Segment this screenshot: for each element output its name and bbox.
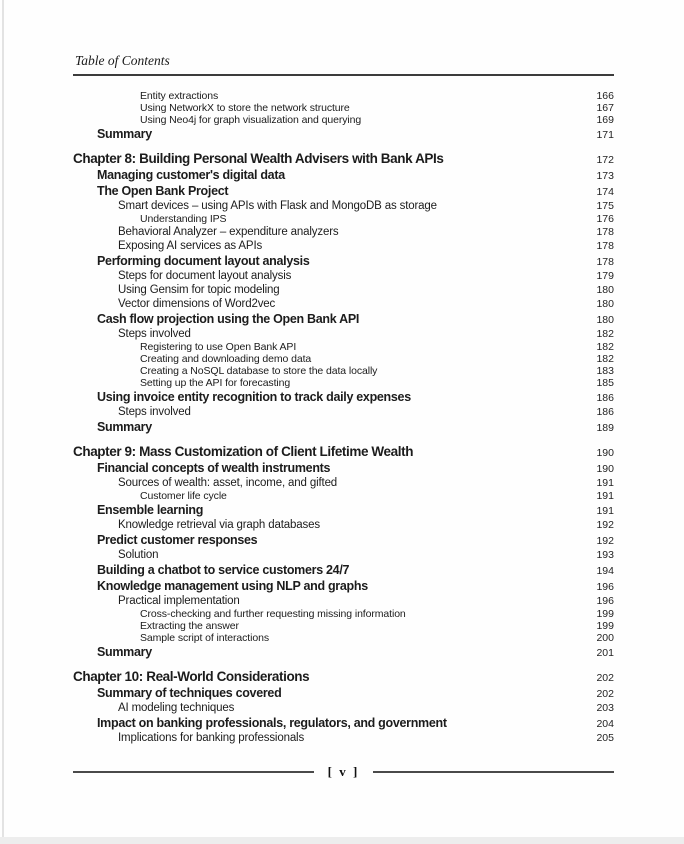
toc-entry-title: Performing document layout analysis xyxy=(97,254,310,268)
toc-entry xyxy=(73,419,614,435)
toc-entry-page-number: 186 xyxy=(596,392,614,404)
toc-entry-page-number: 191 xyxy=(596,490,614,502)
toc-entry xyxy=(73,365,614,377)
toc-entry-title: Steps involved xyxy=(118,328,191,340)
toc-entry-title: Exposing AI services as APIs xyxy=(118,240,263,252)
folio-page-label: [ v ] xyxy=(327,764,360,779)
toc-entry xyxy=(73,377,614,389)
toc-entry-title: Knowledge management using NLP and graphs xyxy=(97,579,368,593)
toc-entry-title: Understanding IPS xyxy=(140,213,227,225)
toc-entry-page-number: 172 xyxy=(596,154,614,166)
toc-entry-title: Summary xyxy=(97,645,152,659)
toc-entry-title: Extracting the answer xyxy=(140,620,239,632)
toc-entry xyxy=(73,668,614,685)
toc-entry-page-number: 192 xyxy=(596,535,614,547)
toc-entry-title: Practical implementation xyxy=(118,595,240,607)
toc-entry-page-number: 169 xyxy=(596,114,614,126)
toc-entry xyxy=(73,389,614,405)
toc-entry-title: Sample script of interactions xyxy=(140,632,269,644)
toc-entry-page-number: 178 xyxy=(596,226,614,238)
toc-entry-page-number: 180 xyxy=(596,284,614,296)
toc-entry xyxy=(73,199,614,213)
toc-entry-page-number: 182 xyxy=(596,353,614,365)
toc-entry-page-number: 199 xyxy=(596,620,614,632)
toc-entry-page-number: 204 xyxy=(596,718,614,730)
toc-entry-page-number: 186 xyxy=(596,406,614,418)
toc-entry-page-number: 191 xyxy=(596,505,614,517)
footer-rule-right xyxy=(373,771,614,773)
toc-entry-page-number: 205 xyxy=(596,732,614,744)
toc-entry xyxy=(73,126,614,142)
toc-entry-page-number: 202 xyxy=(596,688,614,700)
toc-entry-title: Sources of wealth: asset, income, and gifted xyxy=(118,477,338,489)
toc-entry-page-number: 194 xyxy=(596,565,614,577)
toc-entry-title: Ensemble learning xyxy=(97,503,204,517)
toc-entry-page-number: 180 xyxy=(596,298,614,310)
toc-entry xyxy=(73,283,614,297)
toc-entry xyxy=(73,114,614,126)
toc-entry-title: Managing customer's digital data xyxy=(97,168,285,182)
toc-entry xyxy=(73,685,614,701)
toc-entry xyxy=(73,620,614,632)
toc-entry-page-number: 179 xyxy=(596,270,614,282)
toc-entry-page-number: 171 xyxy=(596,129,614,141)
toc-entry xyxy=(73,297,614,311)
toc-entry xyxy=(73,239,614,253)
toc-entry-title: Vector dimensions of Word2vec xyxy=(118,298,276,310)
toc-entry-title: Chapter 8: Building Personal Wealth Advisers with Bank APIs xyxy=(73,151,444,166)
toc-entry xyxy=(73,578,614,594)
toc-entry-title: Predict customer responses xyxy=(97,533,258,547)
toc-entry-page-number: 199 xyxy=(596,608,614,620)
running-header-title: Table of Contents xyxy=(75,53,170,68)
toc-entry-title: AI modeling techniques xyxy=(118,702,235,714)
toc-entry xyxy=(73,183,614,199)
toc-entry-title: Knowledge retrieval via graph databases xyxy=(118,519,320,531)
toc-entry xyxy=(73,490,614,502)
toc-entry xyxy=(73,715,614,731)
toc-entry-title: Using Gensim for topic modeling xyxy=(118,284,280,296)
toc-entry-page-number: 174 xyxy=(596,186,614,198)
toc-entry-title: Using Neo4j for graph visualization and querying xyxy=(140,114,362,126)
toc-entry-page-number: 196 xyxy=(596,581,614,593)
toc-entry xyxy=(73,632,614,644)
toc-entry xyxy=(73,518,614,532)
toc-entry xyxy=(73,341,614,353)
toc-entry xyxy=(73,327,614,341)
toc-entry-page-number: 178 xyxy=(596,256,614,268)
toc-entry xyxy=(73,150,614,167)
toc-entry-title: Chapter 10: Real-World Considerations xyxy=(73,669,310,684)
toc-entry xyxy=(73,608,614,620)
toc-entry-title: Using invoice entity recognition to track daily expenses xyxy=(97,390,411,404)
toc-entry-page-number: 191 xyxy=(596,477,614,489)
toc-entry-title: Creating and downloading demo data xyxy=(140,353,312,365)
toc-entry xyxy=(73,476,614,490)
toc-entry-page-number: 201 xyxy=(596,647,614,659)
toc-entry-title: Steps involved xyxy=(118,406,191,418)
toc-entry-page-number: 183 xyxy=(596,365,614,377)
toc-entry-title: Implications for banking professionals xyxy=(118,732,305,744)
toc-entry xyxy=(73,213,614,225)
toc-entry xyxy=(73,253,614,269)
toc-entry-title: Building a chatbot to service customers 24/7 xyxy=(97,563,350,577)
toc-entry xyxy=(73,731,614,745)
toc-entry xyxy=(73,225,614,239)
toc-entry-title: Summary xyxy=(97,420,152,434)
table-of-contents xyxy=(73,90,614,745)
toc-entry-title: Using NetworkX to store the network structure xyxy=(140,102,350,114)
toc-entry xyxy=(73,502,614,518)
toc-entry-page-number: 173 xyxy=(596,170,614,182)
toc-entry-page-number: 166 xyxy=(596,90,614,102)
toc-entry xyxy=(73,562,614,578)
toc-entry-page-number: 190 xyxy=(596,447,614,459)
toc-entry-page-number: 175 xyxy=(596,200,614,212)
toc-entry-page-number: 193 xyxy=(596,549,614,561)
header-rule xyxy=(73,74,614,76)
toc-entry-title: The Open Bank Project xyxy=(97,184,229,198)
toc-entry xyxy=(73,532,614,548)
toc-entry xyxy=(73,311,614,327)
toc-entry xyxy=(73,443,614,460)
toc-entry-title: Setting up the API for forecasting xyxy=(140,377,291,389)
toc-entry-title: Solution xyxy=(118,549,159,561)
toc-entry-page-number: 182 xyxy=(596,341,614,353)
toc-entry xyxy=(73,167,614,183)
toc-entry-title: Chapter 9: Mass Customization of Client Lifetime Wealth xyxy=(73,444,414,459)
page-edge-left xyxy=(2,0,4,844)
page-edge-bottom xyxy=(0,837,684,844)
toc-entry-page-number: 167 xyxy=(596,102,614,114)
toc-entry xyxy=(73,269,614,283)
toc-entry-page-number: 180 xyxy=(596,314,614,326)
toc-entry-title: Financial concepts of wealth instruments xyxy=(97,461,331,475)
toc-entry-title: Cash flow projection using the Open Bank API xyxy=(97,312,360,326)
toc-entry xyxy=(73,405,614,419)
toc-entry-page-number: 189 xyxy=(596,422,614,434)
toc-entry xyxy=(73,701,614,715)
toc-entry-title: Customer life cycle xyxy=(140,490,227,502)
toc-entry xyxy=(73,353,614,365)
toc-entry-title: Steps for document layout analysis xyxy=(118,270,292,282)
toc-entry-title: Registering to use Open Bank API xyxy=(140,341,297,353)
toc-entry xyxy=(73,460,614,476)
toc-entry-page-number: 202 xyxy=(596,672,614,684)
toc-entry-title: Cross-checking and further requesting missing information xyxy=(140,608,406,620)
toc-entry-title: Smart devices – using APIs with Flask and MongoDB as storage xyxy=(118,200,437,212)
toc-entry-page-number: 176 xyxy=(596,213,614,225)
toc-entry-title: Summary of techniques covered xyxy=(97,686,282,700)
toc-entry-page-number: 200 xyxy=(596,632,614,644)
toc-entry xyxy=(73,548,614,562)
toc-entry xyxy=(73,594,614,608)
toc-entry-title: Creating a NoSQL database to store the data locally xyxy=(140,365,378,377)
toc-entry-page-number: 190 xyxy=(596,463,614,475)
toc-entry-page-number: 178 xyxy=(596,240,614,252)
toc-entry-page-number: 196 xyxy=(596,595,614,607)
toc-entry xyxy=(73,644,614,660)
toc-entry-page-number: 182 xyxy=(596,328,614,340)
toc-entry xyxy=(73,102,614,114)
toc-entry-title: Impact on banking professionals, regulators, and government xyxy=(97,716,447,730)
toc-entry-title: Entity extractions xyxy=(140,90,219,102)
toc-entry-page-number: 185 xyxy=(596,377,614,389)
toc-entry-page-number: 192 xyxy=(596,519,614,531)
toc-entry xyxy=(73,90,614,102)
toc-entry-title: Behavioral Analyzer – expenditure analyzers xyxy=(118,226,339,238)
toc-entry-title: Summary xyxy=(97,127,152,141)
toc-entry-page-number: 203 xyxy=(596,702,614,714)
footer-rule-left xyxy=(73,771,314,773)
page-footer xyxy=(73,764,614,780)
